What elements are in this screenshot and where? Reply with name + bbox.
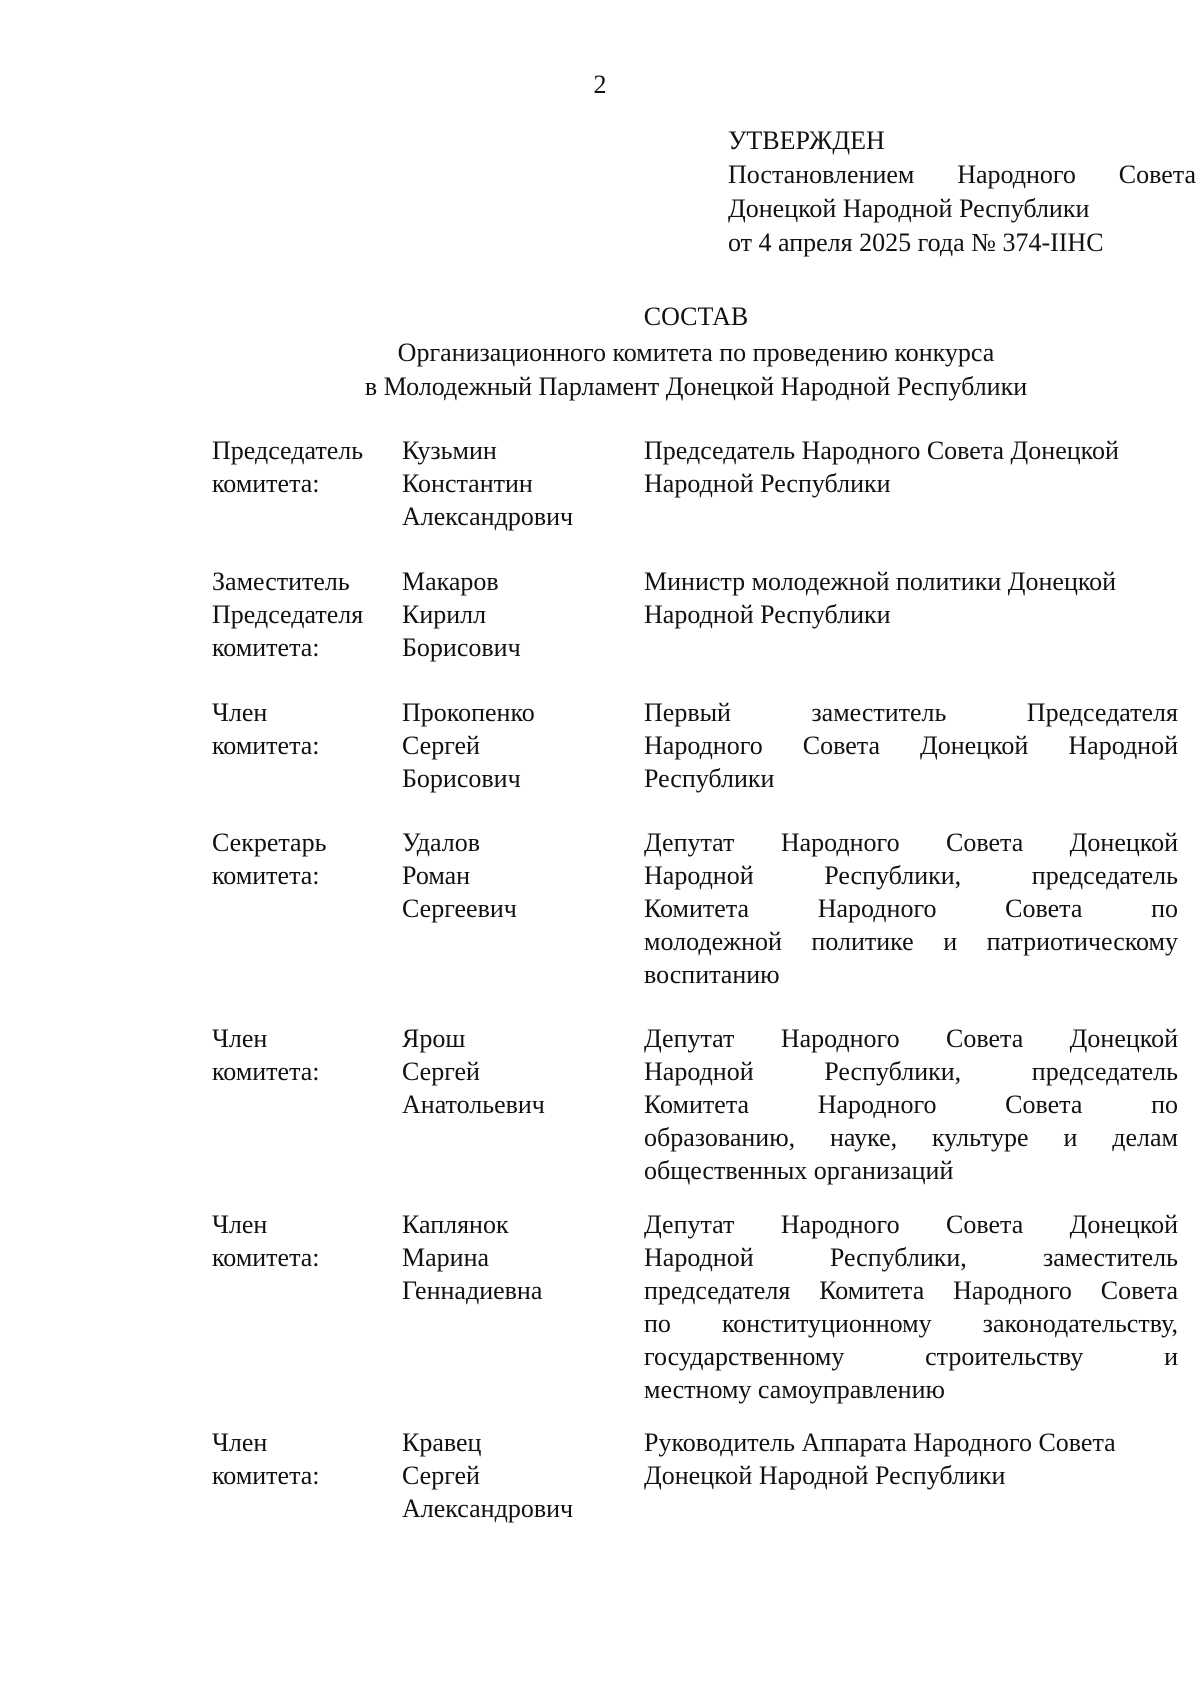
position-line: по конституционному законодательству, [644, 1309, 1178, 1338]
member-name [402, 696, 642, 795]
subtitle-line-2: в Молодежный Парламент Донецкой Народной Республики [364, 372, 1028, 401]
position-line: Народной Республики [644, 600, 891, 629]
name-line: Анатольевич [402, 1090, 545, 1119]
position-line: Донецкой Народной Республики [644, 1461, 1006, 1490]
approval-line-1: Постановлением Народного Совета [728, 160, 1196, 189]
member-role [212, 1208, 402, 1274]
member-position [644, 565, 1178, 631]
member-position [644, 826, 1178, 991]
position-line: молодежной политике и патриотическому [644, 927, 1178, 956]
name-line: Александрович [402, 1494, 574, 1523]
position-line: образованию, науке, культуре и делам [644, 1123, 1178, 1152]
name-line: Каплянок [402, 1210, 509, 1239]
position-line: Народной Республики, председатель [644, 1057, 1178, 1086]
member-role [212, 1426, 402, 1492]
role-line: Член [212, 1210, 268, 1239]
approval-line-2: Донецкой Народной Республики [728, 194, 1090, 223]
role-line: Член [212, 698, 268, 727]
position-line: Комитета Народного Совета по [644, 894, 1178, 923]
name-line: Ярош [402, 1024, 466, 1053]
page-number: 2 [593, 70, 607, 99]
role-line: Член [212, 1024, 268, 1053]
position-line: Народной Республики [644, 469, 891, 498]
role-line: комитета: [212, 861, 320, 890]
approval-status: УТВЕРЖДЕН [728, 126, 885, 155]
role-line: Председатель [212, 436, 364, 465]
member-name [402, 565, 642, 664]
member-position [644, 1426, 1178, 1492]
position-line: Депутат Народного Совета Донецкой [644, 828, 1178, 857]
name-line: Борисович [402, 764, 521, 793]
position-line: Депутат Народного Совета Донецкой [644, 1024, 1178, 1053]
position-line: Председатель Народного Совета Донецкой [644, 436, 1119, 465]
document-subtitle [0, 336, 1200, 404]
role-line: комитета: [212, 1057, 320, 1086]
name-line: Сергеевич [402, 894, 517, 923]
approval-line-3: от 4 апреля 2025 года № 374-IIHC [728, 228, 1104, 257]
position-line: Первый заместитель Председателя [644, 698, 1178, 727]
name-line: Роман [402, 861, 471, 890]
role-line: Секретарь [212, 828, 327, 857]
name-line: Константин [402, 469, 533, 498]
name-line: Александрович [402, 502, 574, 531]
member-name [402, 826, 642, 925]
position-line: Комитета Народного Совета по [644, 1090, 1178, 1119]
position-line: Народной Республики, заместитель [644, 1243, 1178, 1272]
name-line: Сергей [402, 731, 480, 760]
position-line: Республики [644, 764, 775, 793]
position-line: воспитанию [644, 960, 780, 989]
role-line: комитета: [212, 633, 320, 662]
role-line: комитета: [212, 1243, 320, 1272]
position-line: общественных организаций [644, 1156, 954, 1185]
position-line: Народной Республики, председатель [644, 861, 1178, 890]
member-name [402, 1426, 642, 1525]
name-line: Удалов [402, 828, 481, 857]
document-title: СОСТАВ [643, 302, 749, 331]
member-position [644, 434, 1178, 500]
approval-block [728, 124, 1196, 260]
member-role [212, 434, 402, 500]
member-name [402, 1208, 642, 1307]
position-line: государственному строительству и [644, 1342, 1178, 1371]
member-role [212, 696, 402, 762]
name-line: Борисович [402, 633, 521, 662]
name-line: Марина [402, 1243, 490, 1272]
position-line: председателя Комитета Народного Совета [644, 1276, 1178, 1305]
member-role [212, 826, 402, 892]
name-line: Кузьмин [402, 436, 497, 465]
role-line: Председателя [212, 600, 364, 629]
role-line: комитета: [212, 731, 320, 760]
role-line: комитета: [212, 469, 320, 498]
member-role [212, 565, 402, 664]
role-line: комитета: [212, 1461, 320, 1490]
name-line: Прокопенко [402, 698, 535, 727]
member-position [644, 696, 1178, 795]
position-line: Министр молодежной политики Донецкой [644, 567, 1117, 596]
member-name [402, 434, 642, 533]
name-line: Макаров [402, 567, 499, 596]
role-line: Заместитель [212, 567, 350, 596]
member-position [644, 1022, 1178, 1187]
role-line: Член [212, 1428, 268, 1457]
member-name [402, 1022, 642, 1121]
name-line: Кравец [402, 1428, 482, 1457]
name-line: Сергей [402, 1057, 480, 1086]
position-line: местному самоуправлению [644, 1375, 945, 1404]
member-role [212, 1022, 402, 1088]
name-line: Сергей [402, 1461, 480, 1490]
position-line: Народного Совета Донецкой Народной [644, 731, 1178, 760]
member-position [644, 1208, 1178, 1406]
position-line: Руководитель Аппарата Народного Совета [644, 1428, 1116, 1457]
name-line: Кирилл [402, 600, 487, 629]
subtitle-line-1: Организационного комитета по проведению конкурса [397, 338, 995, 367]
name-line: Геннадиевна [402, 1276, 543, 1305]
position-line: Депутат Народного Совета Донецкой [644, 1210, 1178, 1239]
